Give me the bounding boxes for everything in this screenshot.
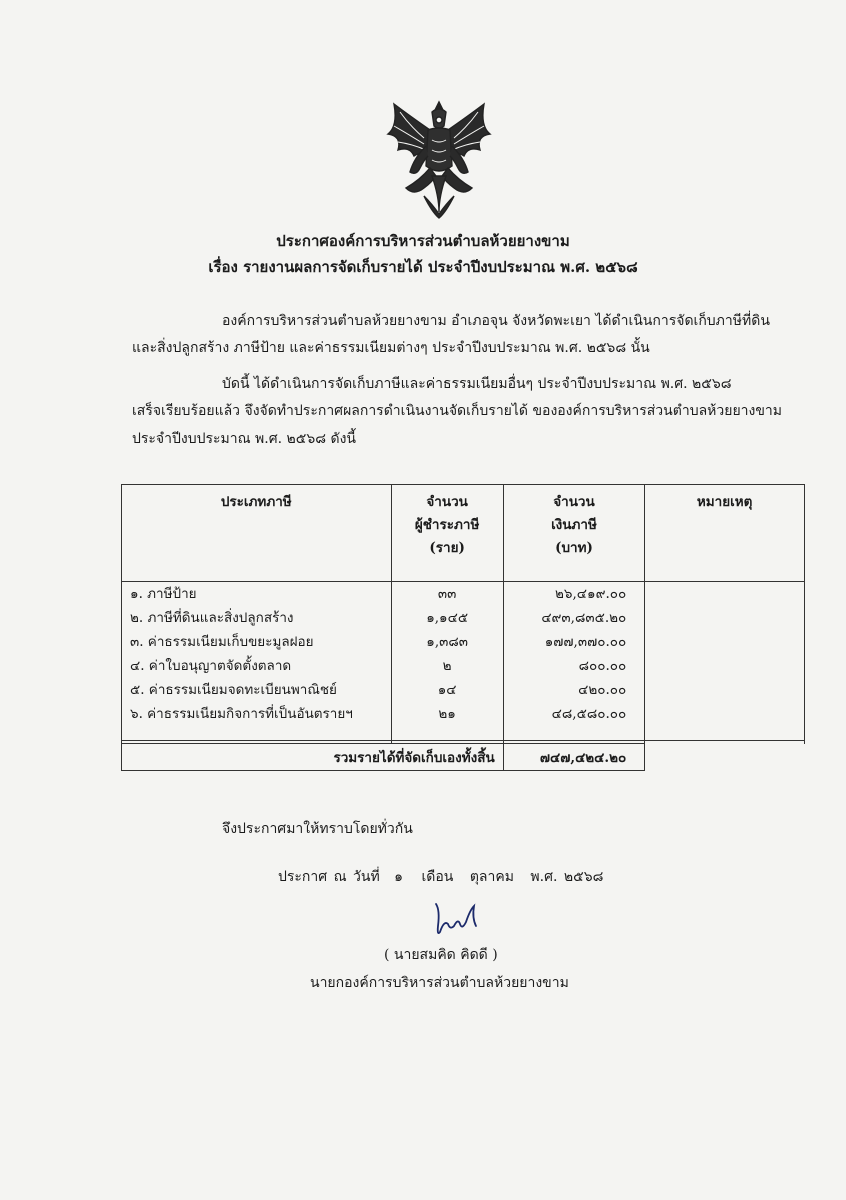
- signatory-name: ( นายสมคิด คิดดี ): [384, 947, 498, 963]
- closing-statement: จึงประกาศมาให้ทราบโดยทั่วกัน: [222, 821, 413, 837]
- row-note: [645, 678, 805, 702]
- table-row: [122, 678, 805, 702]
- row-amount: ๔๘,๕๘๐.๐๐: [503, 702, 645, 726]
- paragraph-1-line-2: และสิ่งปลูกสร้าง ภาษีป้าย และค่าธรรมเนียมต่างๆ ประจำปีงบประมาณ พ.ศ. ๒๕๖๘ นั้น: [132, 340, 650, 356]
- row-amount: ๘๐๐.๐๐: [503, 654, 645, 678]
- row-count: ๒: [391, 654, 503, 678]
- row-type: ๔. ค่าใบอนุญาตจัดตั้งตลาด: [122, 654, 392, 678]
- header-tax-type: ประเภทภาษี: [122, 485, 392, 582]
- table-row: [122, 702, 805, 726]
- row-amount: ๒๖,๔๑๙.๐๐: [503, 582, 645, 607]
- paragraph-2-line-3: ประจำปีงบประมาณ พ.ศ. ๒๕๖๘ ดังนี้: [132, 431, 356, 447]
- signatory-position: นายกองค์การบริหารส่วนตำบลห้วยยางขาม: [310, 975, 569, 991]
- header-note: หมายเหตุ: [645, 485, 805, 582]
- paragraph-2-line-1: บัดนี้ ได้ดำเนินการจัดเก็บภาษีและค่าธรรมเนียมอื่นๆ ประจำปีงบประมาณ พ.ศ. ๒๕๖๘: [222, 376, 732, 392]
- row-note: [645, 654, 805, 678]
- row-note: [645, 630, 805, 654]
- table-row: [122, 630, 805, 654]
- date-year: พ.ศ. ๒๕๖๘: [530, 869, 604, 885]
- table-row: [122, 654, 805, 678]
- announcement-title: ประกาศองค์การบริหารส่วนตำบลห้วยยางขาม: [276, 232, 570, 250]
- row-type: ๖. ค่าธรรมเนียมกิจการที่เป็นอันตรายฯ: [122, 702, 392, 726]
- total-amount: ๗๔๗,๔๒๔.๒๐: [503, 744, 645, 771]
- row-count: ๑,๑๔๕: [391, 606, 503, 630]
- row-count: ๑,๓๘๓: [391, 630, 503, 654]
- date-day: ๑: [394, 869, 404, 885]
- announcement-subject: เรื่อง รายงานผลการจัดเก็บรายได้ ประจำปีงบประมาณ พ.ศ. ๒๕๖๘: [208, 258, 638, 276]
- date-month-label: เดือน: [421, 869, 454, 885]
- header-payer-count: จำนวน ผู้ชำระภาษี (ราย): [391, 485, 503, 582]
- total-note-blank: [645, 744, 805, 771]
- row-amount: ๑๗๗,๓๗๐.๐๐: [503, 630, 645, 654]
- header-tax-amount: จำนวน เงินภาษี (บาท): [503, 485, 645, 582]
- table-row: [122, 582, 805, 607]
- table-total-row: [122, 744, 805, 771]
- tax-revenue-table: [121, 484, 805, 771]
- row-amount: ๔๒๐.๐๐: [503, 678, 645, 702]
- date-month: ตุลาคม: [469, 869, 514, 885]
- date-prefix: ประกาศ ณ วันที่: [278, 869, 380, 885]
- row-type: ๓. ค่าธรรมเนียมเก็บขยะมูลฝอย: [122, 630, 392, 654]
- row-note: [645, 606, 805, 630]
- garuda-emblem-icon: [380, 96, 498, 222]
- signature-icon: [430, 900, 490, 940]
- row-count: ๓๓: [391, 582, 503, 607]
- row-count: ๑๔: [391, 678, 503, 702]
- announcement-date: [278, 866, 603, 888]
- paragraph-1-line-1: องค์การบริหารส่วนตำบลห้วยยางขาม อำเภอจุน จังหวัดพะเยา ได้ดำเนินการจัดเก็บภาษีที่ดิน: [222, 313, 770, 329]
- row-type: ๕. ค่าธรรมเนียมจดทะเบียนพาณิชย์: [122, 678, 392, 702]
- row-note: [645, 582, 805, 607]
- table-spacer-row: [122, 726, 805, 741]
- row-count: ๒๑: [391, 702, 503, 726]
- row-note: [645, 702, 805, 726]
- row-amount: ๔๙๓,๘๓๕.๒๐: [503, 606, 645, 630]
- row-type: ๒. ภาษีที่ดินและสิ่งปลูกสร้าง: [122, 606, 392, 630]
- table-row: [122, 606, 805, 630]
- row-type: ๑. ภาษีป้าย: [122, 582, 392, 607]
- paragraph-2-line-2: เสร็จเรียบร้อยแล้ว จึงจัดทำประกาศผลการดำเนินงานจัดเก็บรายได้ ขององค์การบริหารส่วนตำบลห้วยยางขาม: [132, 403, 783, 419]
- table-header-row: [122, 485, 805, 582]
- total-label: รวมรายได้ที่จัดเก็บเองทั้งสิ้น: [122, 744, 504, 771]
